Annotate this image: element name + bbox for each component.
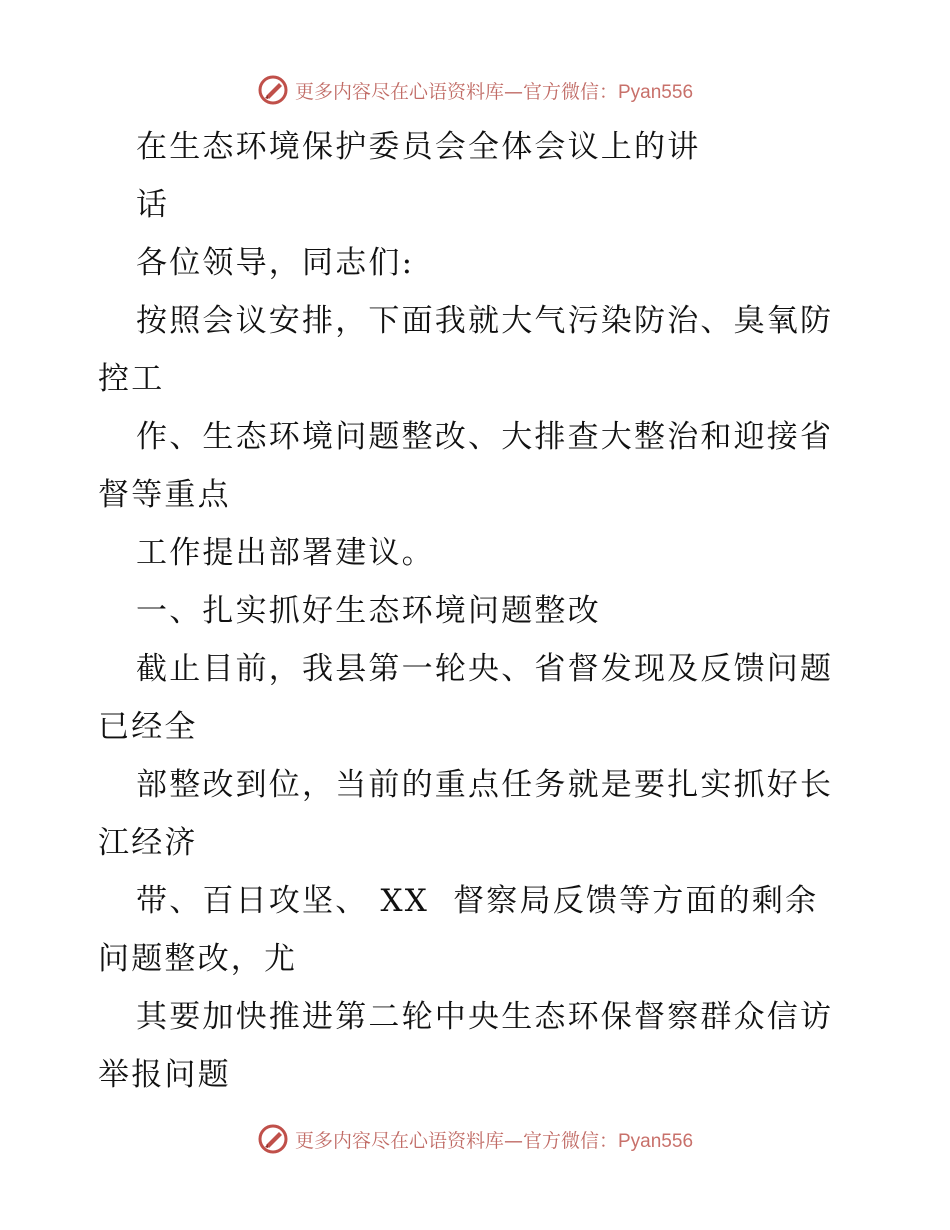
watermark-footer	[0, 1122, 950, 1156]
doc-paragraph-line: 作、生态环境问题整改、大排查大整治和迎接省	[136, 419, 834, 455]
watermark-text	[295, 1126, 693, 1153]
doc-paragraph-line: 举报问题	[98, 1057, 231, 1093]
doc-paragraph-line: 已经全	[98, 709, 198, 745]
doc-paragraph-line: 督等重点	[98, 477, 231, 513]
doc-title-line-2: 话	[136, 187, 170, 223]
doc-paragraph-line: 江经济	[98, 825, 198, 861]
doc-paragraph-line: 其要加快推进第二轮中央生态环保督察群众信访	[136, 999, 834, 1035]
doc-paragraph-line: 控工	[98, 361, 165, 397]
doc-section-heading: 一、扎实抓好生态环境问题整改	[136, 593, 601, 629]
watermark-label: 更多内容尽在心语资料库—官方微信：	[294, 80, 618, 103]
doc-paragraph-line: 截止目前，我县第一轮央、省督发现及反馈问题	[136, 651, 834, 687]
doc-paragraph-line: 工作提出部署建议。	[136, 535, 435, 571]
doc-paragraph-line: 问题整改，尤	[98, 941, 298, 977]
watermark-label: 更多内容尽在心语资料库—官方微信：	[294, 1129, 618, 1152]
doc-title-line-1: 在生态环境保护委员会全体会议上的讲	[136, 129, 701, 165]
watermark-wechat-id: Pyan556	[618, 81, 694, 103]
watermark-wechat-id: Pyan556	[618, 1130, 694, 1152]
doc-paragraph-line: 按照会议安排，下面我就大气污染防治、臭氧防	[136, 303, 834, 339]
doc-paragraph-line: 部整改到位，当前的重点任务就是要扎实抓好长	[136, 767, 834, 803]
doc-salutation: 各位领导，同志们:	[136, 245, 415, 281]
watermark-logo-icon	[257, 1123, 289, 1155]
doc-paragraph-line: 带、百日攻坚、 XX 督察局反馈等方面的剩余	[136, 883, 819, 919]
